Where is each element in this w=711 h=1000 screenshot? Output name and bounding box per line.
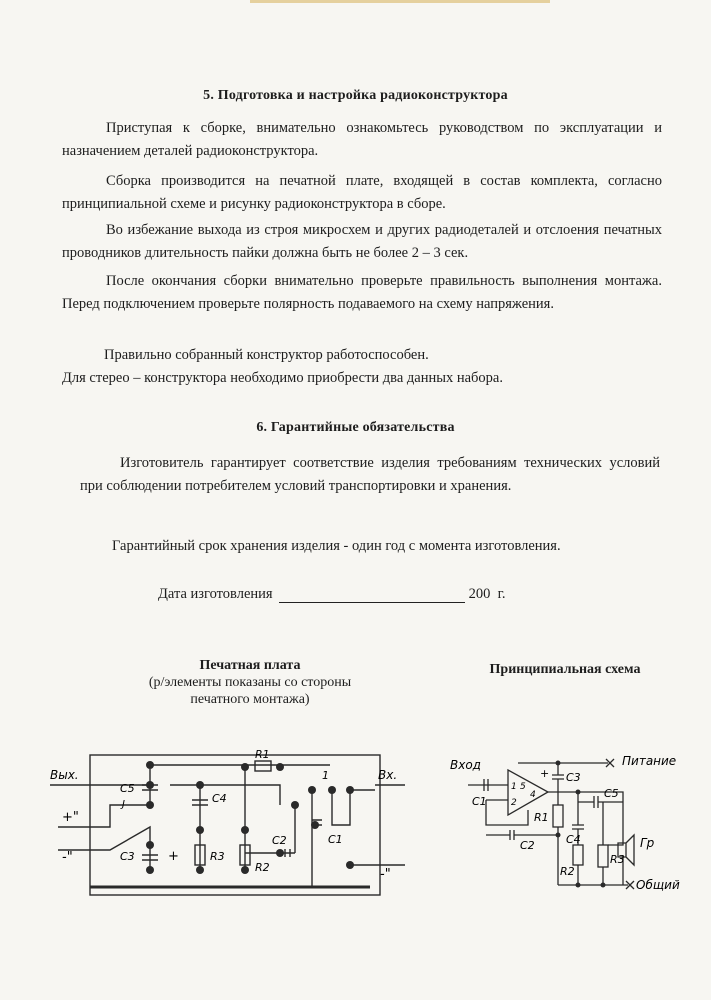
pcb-caption-note-2: печатного монтажа) xyxy=(190,692,310,707)
sch-label-input: Вход xyxy=(450,758,481,772)
pad xyxy=(241,826,249,834)
section5-para-5: Правильно собранный конструктор работоспособен. xyxy=(104,347,429,363)
sch-label-c2: C2 xyxy=(520,839,535,852)
sch-node xyxy=(576,790,581,795)
pcb-label-plus: +" xyxy=(62,810,79,825)
sch-wire-r3 xyxy=(578,802,603,885)
pcb-label-minus-left: -" xyxy=(62,850,73,865)
sch-label-common: Общий xyxy=(636,878,680,892)
sch-label-c5: C5 xyxy=(604,787,619,800)
pcb-label-c1: C1 xyxy=(328,833,343,846)
pcb-label-j: J xyxy=(122,799,125,810)
sch-r3-body xyxy=(598,845,608,867)
schematic-drawing xyxy=(448,745,693,895)
top-edge-mark xyxy=(250,0,550,3)
pad xyxy=(276,763,284,771)
section6-para-1 xyxy=(80,452,660,498)
pcb-label-r1: R1 xyxy=(255,748,270,761)
pad xyxy=(146,761,154,769)
pcb-caption-title: Печатная плата xyxy=(199,658,301,673)
sch-r2-body xyxy=(573,845,583,865)
pcb-label-pol-plus: + xyxy=(168,849,179,864)
manufacture-date-line xyxy=(158,586,506,603)
sch-node xyxy=(601,883,606,888)
pad xyxy=(196,826,204,834)
pcb-trace-mid xyxy=(170,767,280,870)
pcb-trace-r2 xyxy=(245,805,295,853)
schematic-caption xyxy=(470,661,660,678)
pcb-label-in: Вх. xyxy=(378,768,398,782)
section5-para-1 xyxy=(62,117,662,163)
sch-label-r2: R2 xyxy=(560,865,575,878)
section5-title: 5. Подготовка и настройка радиоконструктора xyxy=(203,88,508,103)
sch-label-pin2: 2 xyxy=(511,798,517,808)
pad xyxy=(196,866,204,874)
sch-node xyxy=(556,761,561,766)
sch-node xyxy=(556,833,561,838)
date-year: 200 xyxy=(468,586,491,602)
pcb-drawing xyxy=(50,745,410,905)
pcb-label-c3: C3 xyxy=(120,850,135,863)
sch-label-pin5: 5 xyxy=(520,782,526,792)
pcb-label-c5: C5 xyxy=(120,782,135,795)
pad xyxy=(276,849,284,857)
pcb-label-c4: C4 xyxy=(212,792,227,805)
section5-para-2 xyxy=(62,170,662,216)
pcb-label-r2: R2 xyxy=(255,861,270,874)
pad xyxy=(146,866,154,874)
section6-para-2: Гарантийный срок хранения изделия - один год с момента изготовления. xyxy=(112,538,561,554)
pcb-label-minus-right: -" xyxy=(380,867,391,882)
sch-label-c4: C4 xyxy=(566,833,581,846)
pcb-trace-in xyxy=(350,785,405,865)
sch-wire-c3 xyxy=(552,763,564,792)
pad xyxy=(146,841,154,849)
pcb-label-one: 1 xyxy=(322,769,329,782)
section5-para-4 xyxy=(62,270,662,316)
pad xyxy=(196,781,204,789)
pad xyxy=(241,763,249,771)
section5-para-3-text: Во избежание выхода из строя микросхем и других радиодеталей и отслоения печатных проводников длительность пайки должна быть не более 2 – 3 сек. xyxy=(62,222,662,261)
date-label: Дата изготовления xyxy=(158,586,273,602)
pad xyxy=(146,801,154,809)
date-suffix: г. xyxy=(497,586,506,602)
sch-label-r3: R3 xyxy=(610,853,625,866)
pad xyxy=(328,786,336,794)
sch-label-plus: + xyxy=(540,767,550,780)
sch-label-pin1: 1 xyxy=(511,782,517,792)
section5-para-1-text: Приступая к сборке, внимательно ознакомьтесь руководством по эксплуатации и назначением деталей радиоконструктора. xyxy=(62,120,662,159)
sch-label-r1: R1 xyxy=(534,811,549,824)
pcb-label-r3: R3 xyxy=(210,850,225,863)
sch-wire-feedback xyxy=(486,800,528,825)
date-blank-field xyxy=(279,588,465,603)
section5-para-4-text: После окончания сборки внимательно проверьте правильность выполнения монтажа. Перед подключением проверьте полярность подаваемого на схему напряжения. xyxy=(62,273,662,312)
section6-para-1-text: Изготовитель гарантирует соответствие изделия требованиям технических условий при соблюдении потребителем условий транспортировки и хранения. xyxy=(80,455,660,494)
sch-label-pin4: 4 xyxy=(530,790,536,800)
pad xyxy=(241,866,249,874)
schematic-caption-title: Принципиальная схема xyxy=(489,662,641,677)
sch-node xyxy=(576,883,581,888)
sch-label-power: Питание xyxy=(622,754,677,768)
pad xyxy=(346,786,354,794)
pcb-label-c2: C2 xyxy=(272,834,287,847)
pcb-label-out: Вых. xyxy=(50,768,79,782)
sch-r1-body xyxy=(553,805,563,827)
sch-label-c3: C3 xyxy=(566,771,581,784)
section5-para-6: Для стерео – конструктора необходимо приобрести два данных набора. xyxy=(62,370,503,386)
section6-title: 6. Гарантийные обязательства xyxy=(256,420,455,435)
sch-label-c1: C1 xyxy=(472,795,487,808)
pad xyxy=(291,801,299,809)
pcb-caption-note-1: (р/элементы показаны со стороны xyxy=(148,675,352,690)
section5-para-2-text: Сборка производится на печатной плате, входящей в состав комплекта, согласно принципиальной схеме и рисунку радиоконструктора в сборе. xyxy=(62,173,662,212)
pad xyxy=(346,861,354,869)
pcb-trace-right xyxy=(312,790,375,887)
pad xyxy=(308,786,316,794)
pcb-caption xyxy=(120,657,380,708)
pcb-r1-body xyxy=(255,761,271,771)
section5-para-3 xyxy=(62,219,662,265)
sch-label-speaker: Гр xyxy=(640,836,655,850)
